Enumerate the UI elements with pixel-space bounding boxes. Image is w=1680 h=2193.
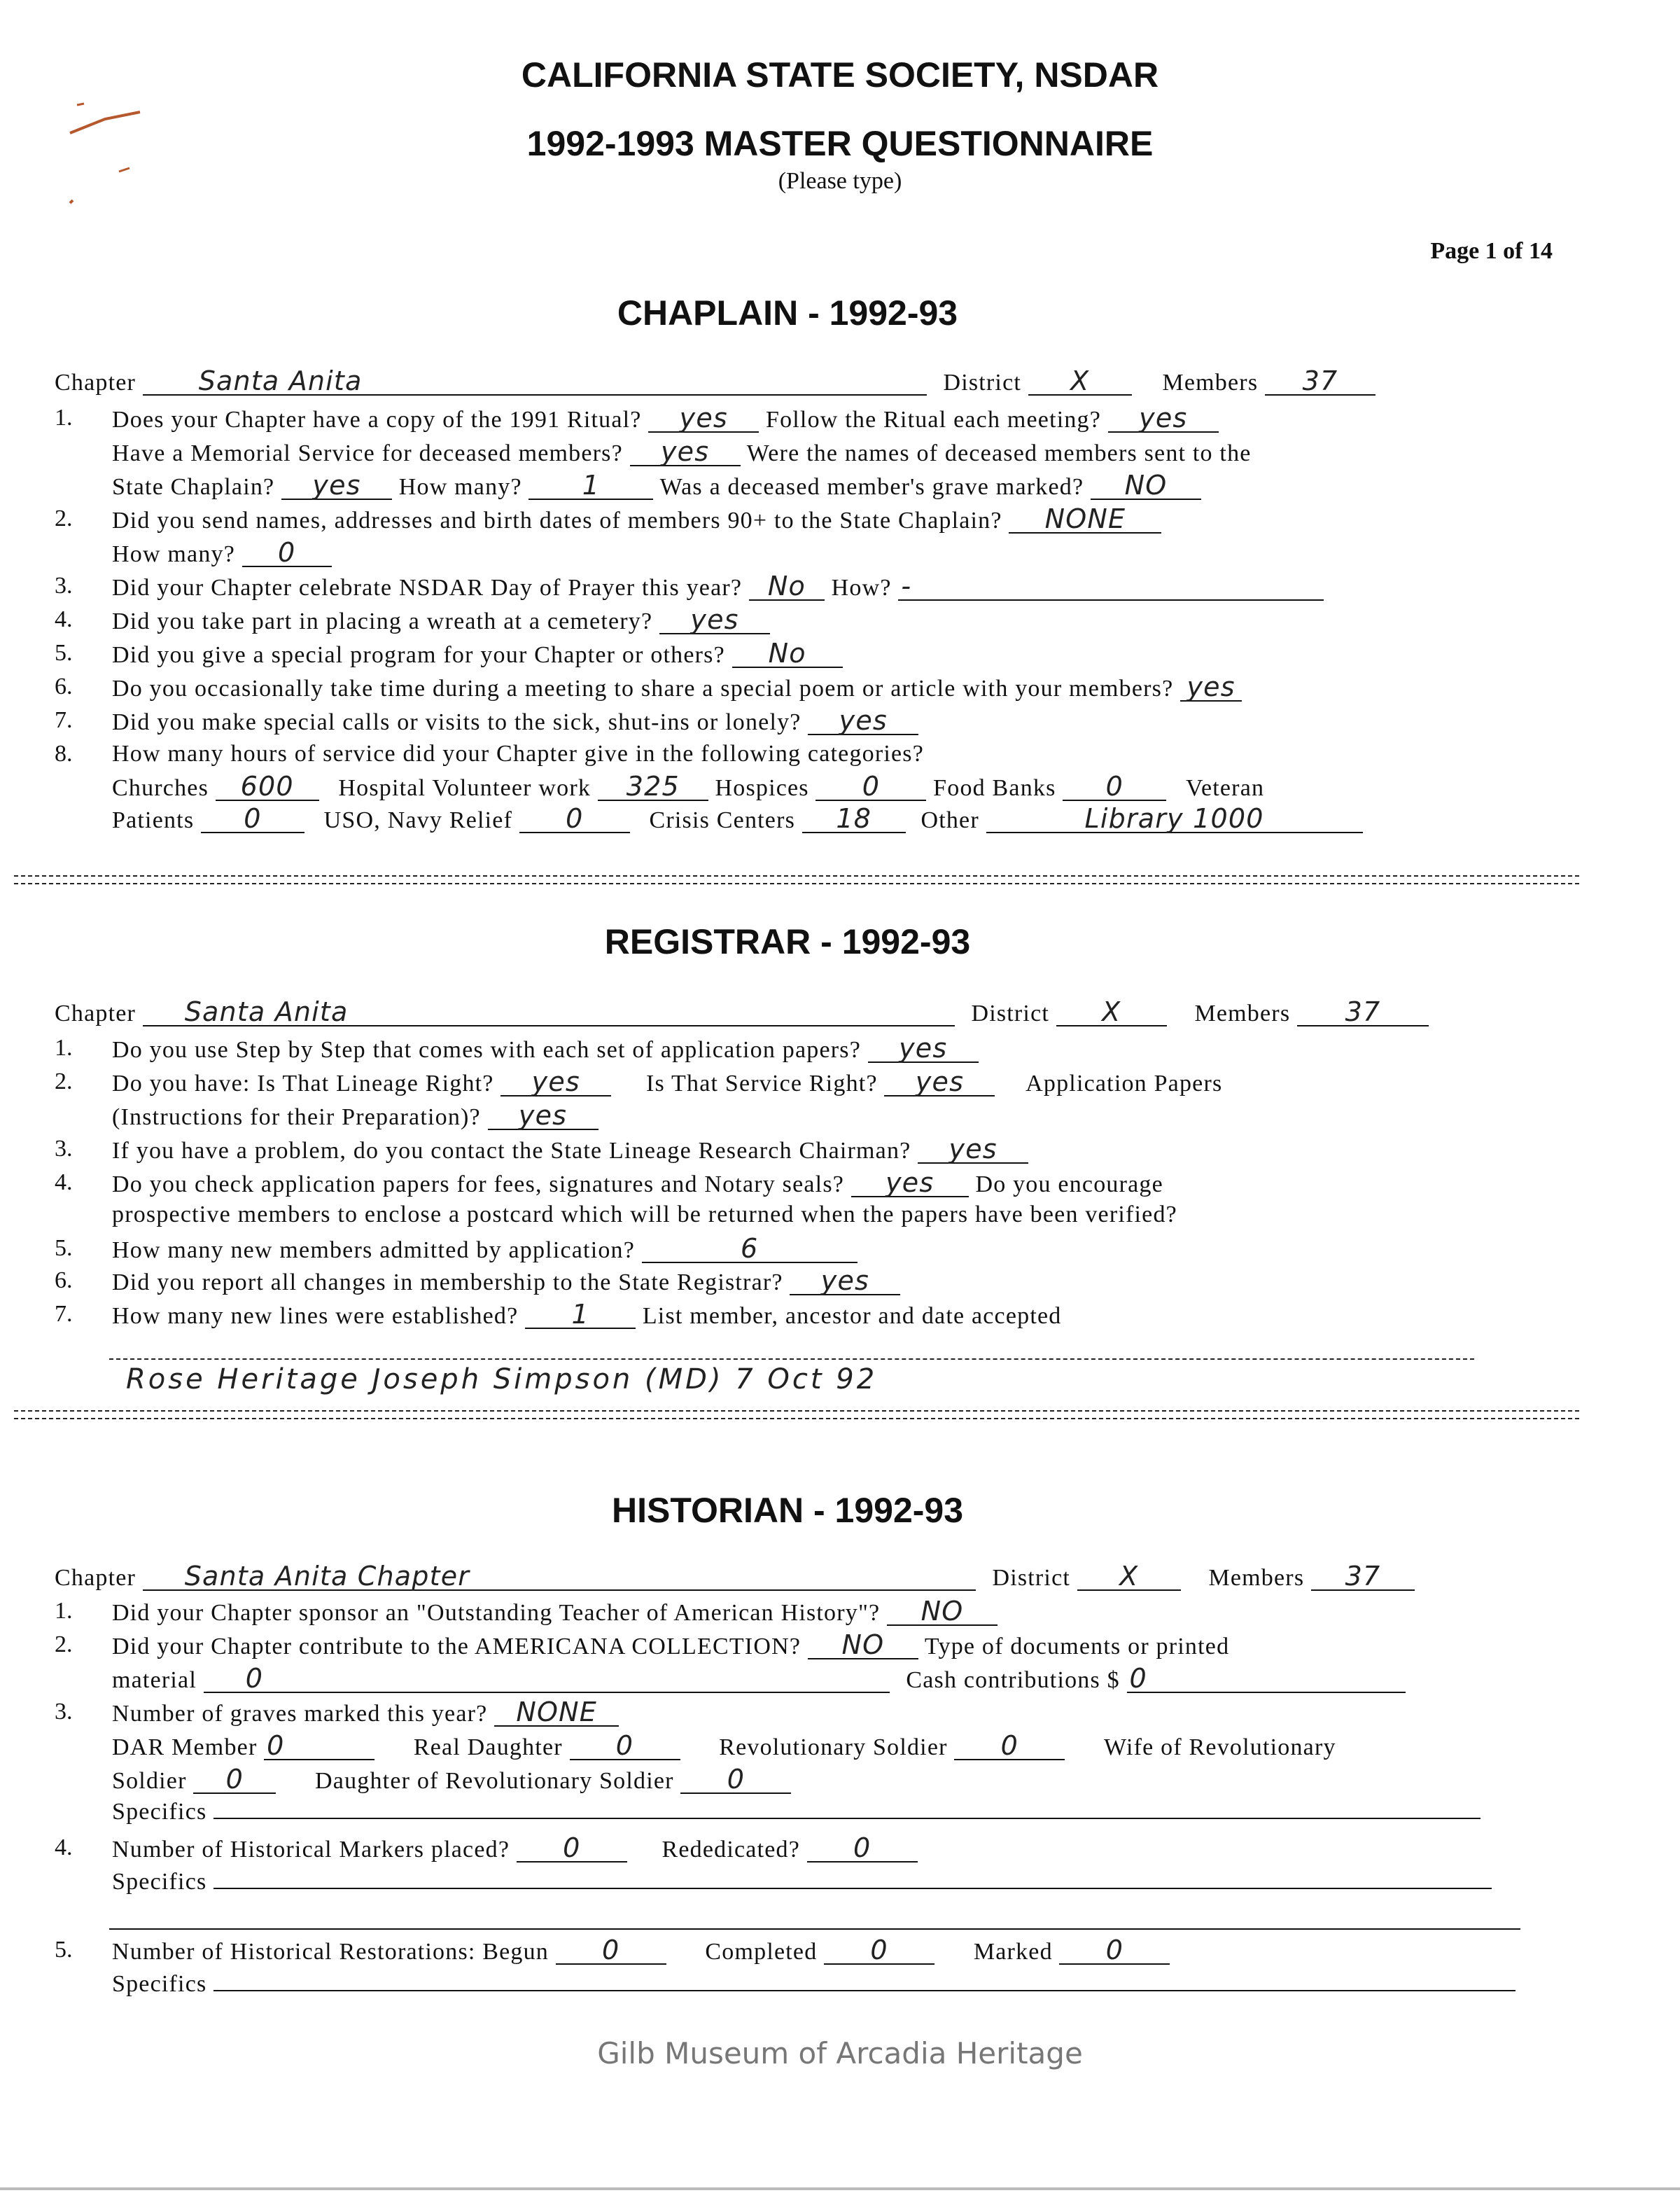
soldier-label: Soldier: [112, 1768, 187, 1794]
other-label: Other: [920, 807, 979, 833]
question-text: State Chaplain?: [112, 474, 275, 500]
rev-soldier-label: Revolutionary Soldier: [719, 1734, 948, 1760]
wife-rev-label: Wife of Revolutionary: [1104, 1734, 1336, 1760]
chaplain-q1-row2: [112, 438, 1252, 467]
soldier-field[interactable]: 0: [193, 1766, 276, 1794]
section-divider: [14, 1410, 1579, 1419]
question-text: How many?: [398, 474, 522, 500]
historian-q5-row: [112, 1937, 1170, 1965]
item-number: 5.: [55, 1937, 73, 1963]
question-text: Did you report all changes in membership to the State Registrar?: [112, 1269, 783, 1295]
question-text: Did you send names, addresses and birth dates of members 90+ to the State Chaplain?: [112, 508, 1002, 534]
district-label: District: [943, 370, 1022, 396]
answer-field[interactable]: 0: [517, 1835, 627, 1863]
patients-label: Patients: [112, 807, 195, 833]
specifics-field[interactable]: [214, 1798, 1480, 1819]
chapter-field[interactable]: Santa Anita: [143, 368, 927, 396]
item-number: 1.: [55, 1035, 73, 1061]
question-text: How many?: [112, 541, 236, 567]
veteran-label: Veteran: [1185, 775, 1265, 801]
churches-field[interactable]: 600: [216, 773, 319, 801]
question-text: Do you use Step by Step that comes with each set of application papers?: [112, 1037, 862, 1063]
question-text: Completed: [705, 1939, 818, 1965]
question-text: List member, ancestor and date accepted: [642, 1303, 1062, 1329]
item-number: 5.: [55, 640, 73, 666]
question-text: Do you check application papers for fees, signatures and Notary seals?: [112, 1171, 845, 1197]
answer-field[interactable]: NO: [887, 1598, 997, 1626]
answer-field[interactable]: NONE: [1009, 506, 1161, 534]
daughter-rev-label: Daughter of Revolutionary Soldier: [315, 1768, 674, 1794]
item-number: 3.: [55, 573, 73, 599]
question-text: Did you take part in placing a wreath at a cemetery?: [112, 608, 653, 634]
question-text: Number of Historical Markers placed?: [112, 1837, 510, 1863]
question-text: Do you occasionally take time during a meeting to share a special poem or article with your members?: [112, 676, 1174, 702]
answer-field[interactable]: 0: [204, 1665, 890, 1693]
hospital-field[interactable]: 325: [598, 773, 708, 801]
question-text: Type of documents or printed: [924, 1634, 1230, 1659]
answer-field[interactable]: 0: [242, 539, 332, 567]
answer-field[interactable]: No: [732, 640, 843, 668]
chapter-label: Chapter: [55, 370, 136, 396]
chapter-field[interactable]: Santa Anita Chapter: [143, 1563, 976, 1591]
historian-q1-row: [112, 1598, 997, 1627]
registrar-q5-row: [112, 1235, 858, 1264]
scan-edge: [0, 2187, 1680, 2190]
members-label: Members: [1194, 1001, 1291, 1026]
members-field[interactable]: 37: [1311, 1563, 1415, 1591]
item-number: 7.: [55, 1301, 73, 1327]
question-text: Did your Chapter celebrate NSDAR Day of Prayer this year?: [112, 575, 743, 601]
question-text: Is That Service Right?: [645, 1071, 878, 1096]
question-text: Do you encourage: [975, 1171, 1163, 1197]
registrar-chapter-row: [55, 998, 1429, 1027]
question-text: Did you give a special program for your Chapter or others?: [112, 642, 725, 668]
other-field[interactable]: Library 1000: [986, 805, 1363, 833]
historian-q2-row2: [112, 1665, 1406, 1694]
chaplain-chapter-row: [55, 368, 1376, 396]
historian-graves-row1: [112, 1732, 1336, 1761]
question-text: If you have a problem, do you contact the State Lineage Research Chairman?: [112, 1138, 911, 1164]
real-daughter-label: Real Daughter: [413, 1734, 563, 1760]
question-text: How many hours of service did your Chapter give in the following categories?: [112, 741, 925, 767]
question-text: Was a deceased member's grave marked?: [659, 474, 1084, 500]
item-number: 1.: [55, 405, 73, 431]
chapter-label: Chapter: [55, 1565, 136, 1591]
district-label: District: [971, 1001, 1050, 1026]
answer-field[interactable]: 0: [556, 1937, 666, 1965]
chaplain-q3-row: [112, 573, 1324, 601]
chaplain-q6-row: [112, 671, 1242, 702]
specifics-label: Specifics: [112, 1971, 207, 1997]
item-number: 5.: [55, 1235, 73, 1261]
answer-field[interactable]: 6: [642, 1235, 858, 1263]
page-number: Page 1 of 14: [1430, 238, 1553, 264]
answer-field[interactable]: yes: [630, 438, 741, 466]
historian-q3-row: [112, 1699, 619, 1727]
type-note: (Please type): [778, 168, 902, 194]
question-text: Follow the Ritual each meeting?: [765, 407, 1102, 433]
answer-field[interactable]: 0: [807, 1835, 918, 1863]
members-label: Members: [1162, 370, 1259, 396]
answer-field[interactable]: -: [898, 573, 1324, 601]
registrar-q6-row: [112, 1267, 900, 1296]
question-text: How many new members admitted by application?: [112, 1237, 636, 1263]
crisis-label: Crisis Centers: [649, 807, 796, 833]
historian-specifics-row: [112, 1970, 1516, 1998]
specifics-field[interactable]: [214, 1970, 1516, 1991]
question-text: How many new lines were established?: [112, 1303, 519, 1329]
question-text: Cash contributions $: [906, 1667, 1120, 1693]
question-text: How?: [831, 575, 892, 601]
uso-field[interactable]: 0: [519, 805, 630, 833]
question-text: Were the names of deceased members sent to the: [746, 440, 1252, 466]
section-divider: [14, 875, 1579, 884]
item-number: 7.: [55, 707, 73, 733]
answer-field[interactable]: 0: [824, 1937, 934, 1965]
question-text: Have a Memorial Service for deceased members?: [112, 440, 623, 466]
answer-field[interactable]: 0: [1059, 1937, 1170, 1965]
specifics-field[interactable]: [214, 1868, 1492, 1889]
churches-label: Churches: [112, 775, 209, 801]
district-field[interactable]: X: [1028, 368, 1132, 396]
registrar-q1-row: [112, 1035, 979, 1064]
chapter-field[interactable]: Santa Anita: [143, 998, 955, 1026]
chaplain-q1-row3: [112, 472, 1201, 501]
answer-field[interactable]: yes: [884, 1068, 995, 1096]
chaplain-hours-row1: [112, 773, 1264, 802]
chaplain-q8-row: [112, 741, 924, 767]
answer-field[interactable]: yes: [659, 606, 770, 634]
foodbanks-label: Food Banks: [933, 775, 1056, 801]
question-text: Do you have: Is That Lineage Right?: [112, 1071, 494, 1096]
uso-label: USO, Navy Relief: [323, 807, 513, 833]
lineage-entry[interactable]: Rose Heritage Joseph Simpson (MD) 7 Oct 92: [126, 1363, 878, 1395]
daughter-rev-field[interactable]: 0: [680, 1766, 791, 1794]
question-text: Number of graves marked this year?: [112, 1701, 488, 1727]
registrar-q4-row: [112, 1169, 1163, 1198]
chaplain-q2b-row: [112, 539, 332, 568]
chaplain-q4-row: [112, 606, 770, 635]
district-label: District: [992, 1565, 1071, 1591]
chaplain-section-title: CHAPLAIN - 1992-93: [617, 293, 958, 333]
historian-graves-row2: [112, 1766, 791, 1795]
answer-field[interactable]: yes: [488, 1102, 598, 1130]
hospices-label: Hospices: [715, 775, 809, 801]
item-number: 2.: [55, 1068, 73, 1094]
question-text: Does your Chapter have a copy of the 1991 Ritual?: [112, 407, 642, 433]
historian-section-title: HISTORIAN - 1992-93: [611, 1491, 964, 1530]
historian-q4-row: [112, 1832, 918, 1863]
item-number: 2.: [55, 1631, 73, 1657]
question-text: Did your Chapter contribute to the AMERICANA COLLECTION?: [112, 1634, 802, 1659]
answer-field[interactable]: yes: [918, 1136, 1028, 1164]
answer-field[interactable]: yes: [868, 1035, 979, 1063]
historian-q2-row: [112, 1631, 1229, 1660]
chaplain-hours-row2: [112, 805, 1363, 834]
dar-member-field[interactable]: 0: [264, 1732, 374, 1760]
answer-field[interactable]: 0: [1127, 1665, 1406, 1693]
registrar-q7-row: [112, 1301, 1061, 1330]
answer-field[interactable]: yes: [1180, 674, 1242, 702]
district-field[interactable]: X: [1056, 998, 1167, 1026]
specifics-label: Specifics: [112, 1869, 207, 1895]
item-number: 2.: [55, 506, 73, 531]
members-field[interactable]: 37: [1297, 998, 1429, 1026]
answer-field[interactable]: No: [749, 573, 825, 601]
question-text: Number of Historical Restorations: Begun: [112, 1939, 550, 1965]
historian-chapter-row: [55, 1563, 1415, 1592]
item-number: 3.: [55, 1136, 73, 1162]
questionnaire-title: 1992-1993 MASTER QUESTIONNAIRE: [526, 124, 1154, 163]
answer-field[interactable]: NO: [808, 1631, 918, 1659]
chaplain-q2-row: [112, 503, 1161, 534]
members-label: Members: [1208, 1565, 1305, 1591]
answer-field[interactable]: 1: [525, 1301, 636, 1329]
answer-field[interactable]: yes: [648, 405, 759, 433]
members-field[interactable]: 37: [1265, 368, 1376, 396]
museum-watermark: Gilb Museum of Arcadia Heritage: [597, 2036, 1083, 2070]
answer-field[interactable]: NO: [1091, 472, 1201, 500]
historian-specifics-row: [112, 1868, 1492, 1895]
registrar-q4-row2: [112, 1202, 1177, 1228]
question-text: Did your Chapter sponsor an "Outstanding Teacher of American History"?: [112, 1600, 881, 1626]
question-text: material: [112, 1667, 197, 1693]
specifics-label: Specifics: [112, 1799, 207, 1825]
dar-member-label: DAR Member: [112, 1734, 258, 1760]
answer-field[interactable]: 1: [528, 472, 653, 500]
question-text: Application Papers: [1026, 1071, 1223, 1096]
org-title: CALIFORNIA STATE SOCIETY, NSDAR: [521, 55, 1159, 95]
crisis-field[interactable]: 18: [802, 805, 906, 833]
registrar-q2-row: [112, 1068, 1222, 1097]
question-text: Marked: [973, 1939, 1053, 1965]
chaplain-q5-row: [112, 640, 843, 669]
item-number: 4.: [55, 606, 73, 632]
chaplain-q7-row: [112, 707, 918, 736]
question-text: prospective members to enclose a postcard which will be returned when the papers have been verified?: [112, 1202, 1177, 1227]
hospital-label: Hospital Volunteer work: [338, 775, 592, 801]
real-daughter-field[interactable]: 0: [570, 1732, 680, 1760]
answer-field[interactable]: yes: [500, 1068, 611, 1096]
question-text: Did you make special calls or visits to the sick, shut-ins or lonely?: [112, 709, 802, 735]
registrar-q3-row: [112, 1136, 1028, 1164]
hospices-field[interactable]: 0: [816, 773, 926, 801]
chaplain-q1-row: [112, 405, 1219, 433]
blank-line: [109, 1928, 1520, 1930]
item-number: 6.: [55, 674, 73, 699]
answer-field[interactable]: yes: [281, 472, 392, 500]
blank-line: [109, 1358, 1474, 1361]
item-number: 1.: [55, 1598, 73, 1624]
answer-field[interactable]: yes: [851, 1169, 969, 1197]
item-number: 4.: [55, 1169, 73, 1195]
answer-field[interactable]: yes: [790, 1267, 900, 1295]
district-field[interactable]: X: [1077, 1563, 1181, 1591]
chapter-label: Chapter: [55, 1001, 136, 1026]
answer-field[interactable]: yes: [1108, 405, 1219, 433]
item-number: 6.: [55, 1267, 73, 1293]
question-text: (Instructions for their Preparation)?: [112, 1104, 481, 1130]
foodbanks-field[interactable]: 0: [1063, 773, 1166, 801]
historian-specifics-row: [112, 1798, 1480, 1825]
registrar-q2-row2: [112, 1102, 598, 1131]
patients-field[interactable]: 0: [201, 805, 304, 833]
question-text: Rededicated?: [662, 1837, 801, 1863]
answer-field[interactable]: NONE: [494, 1699, 619, 1727]
item-number: 4.: [55, 1835, 73, 1860]
registrar-section-title: REGISTRAR - 1992-93: [604, 922, 971, 961]
item-number: 8.: [55, 741, 73, 767]
rev-soldier-field[interactable]: 0: [954, 1732, 1065, 1760]
answer-field[interactable]: yes: [808, 707, 918, 735]
item-number: 3.: [55, 1699, 73, 1725]
